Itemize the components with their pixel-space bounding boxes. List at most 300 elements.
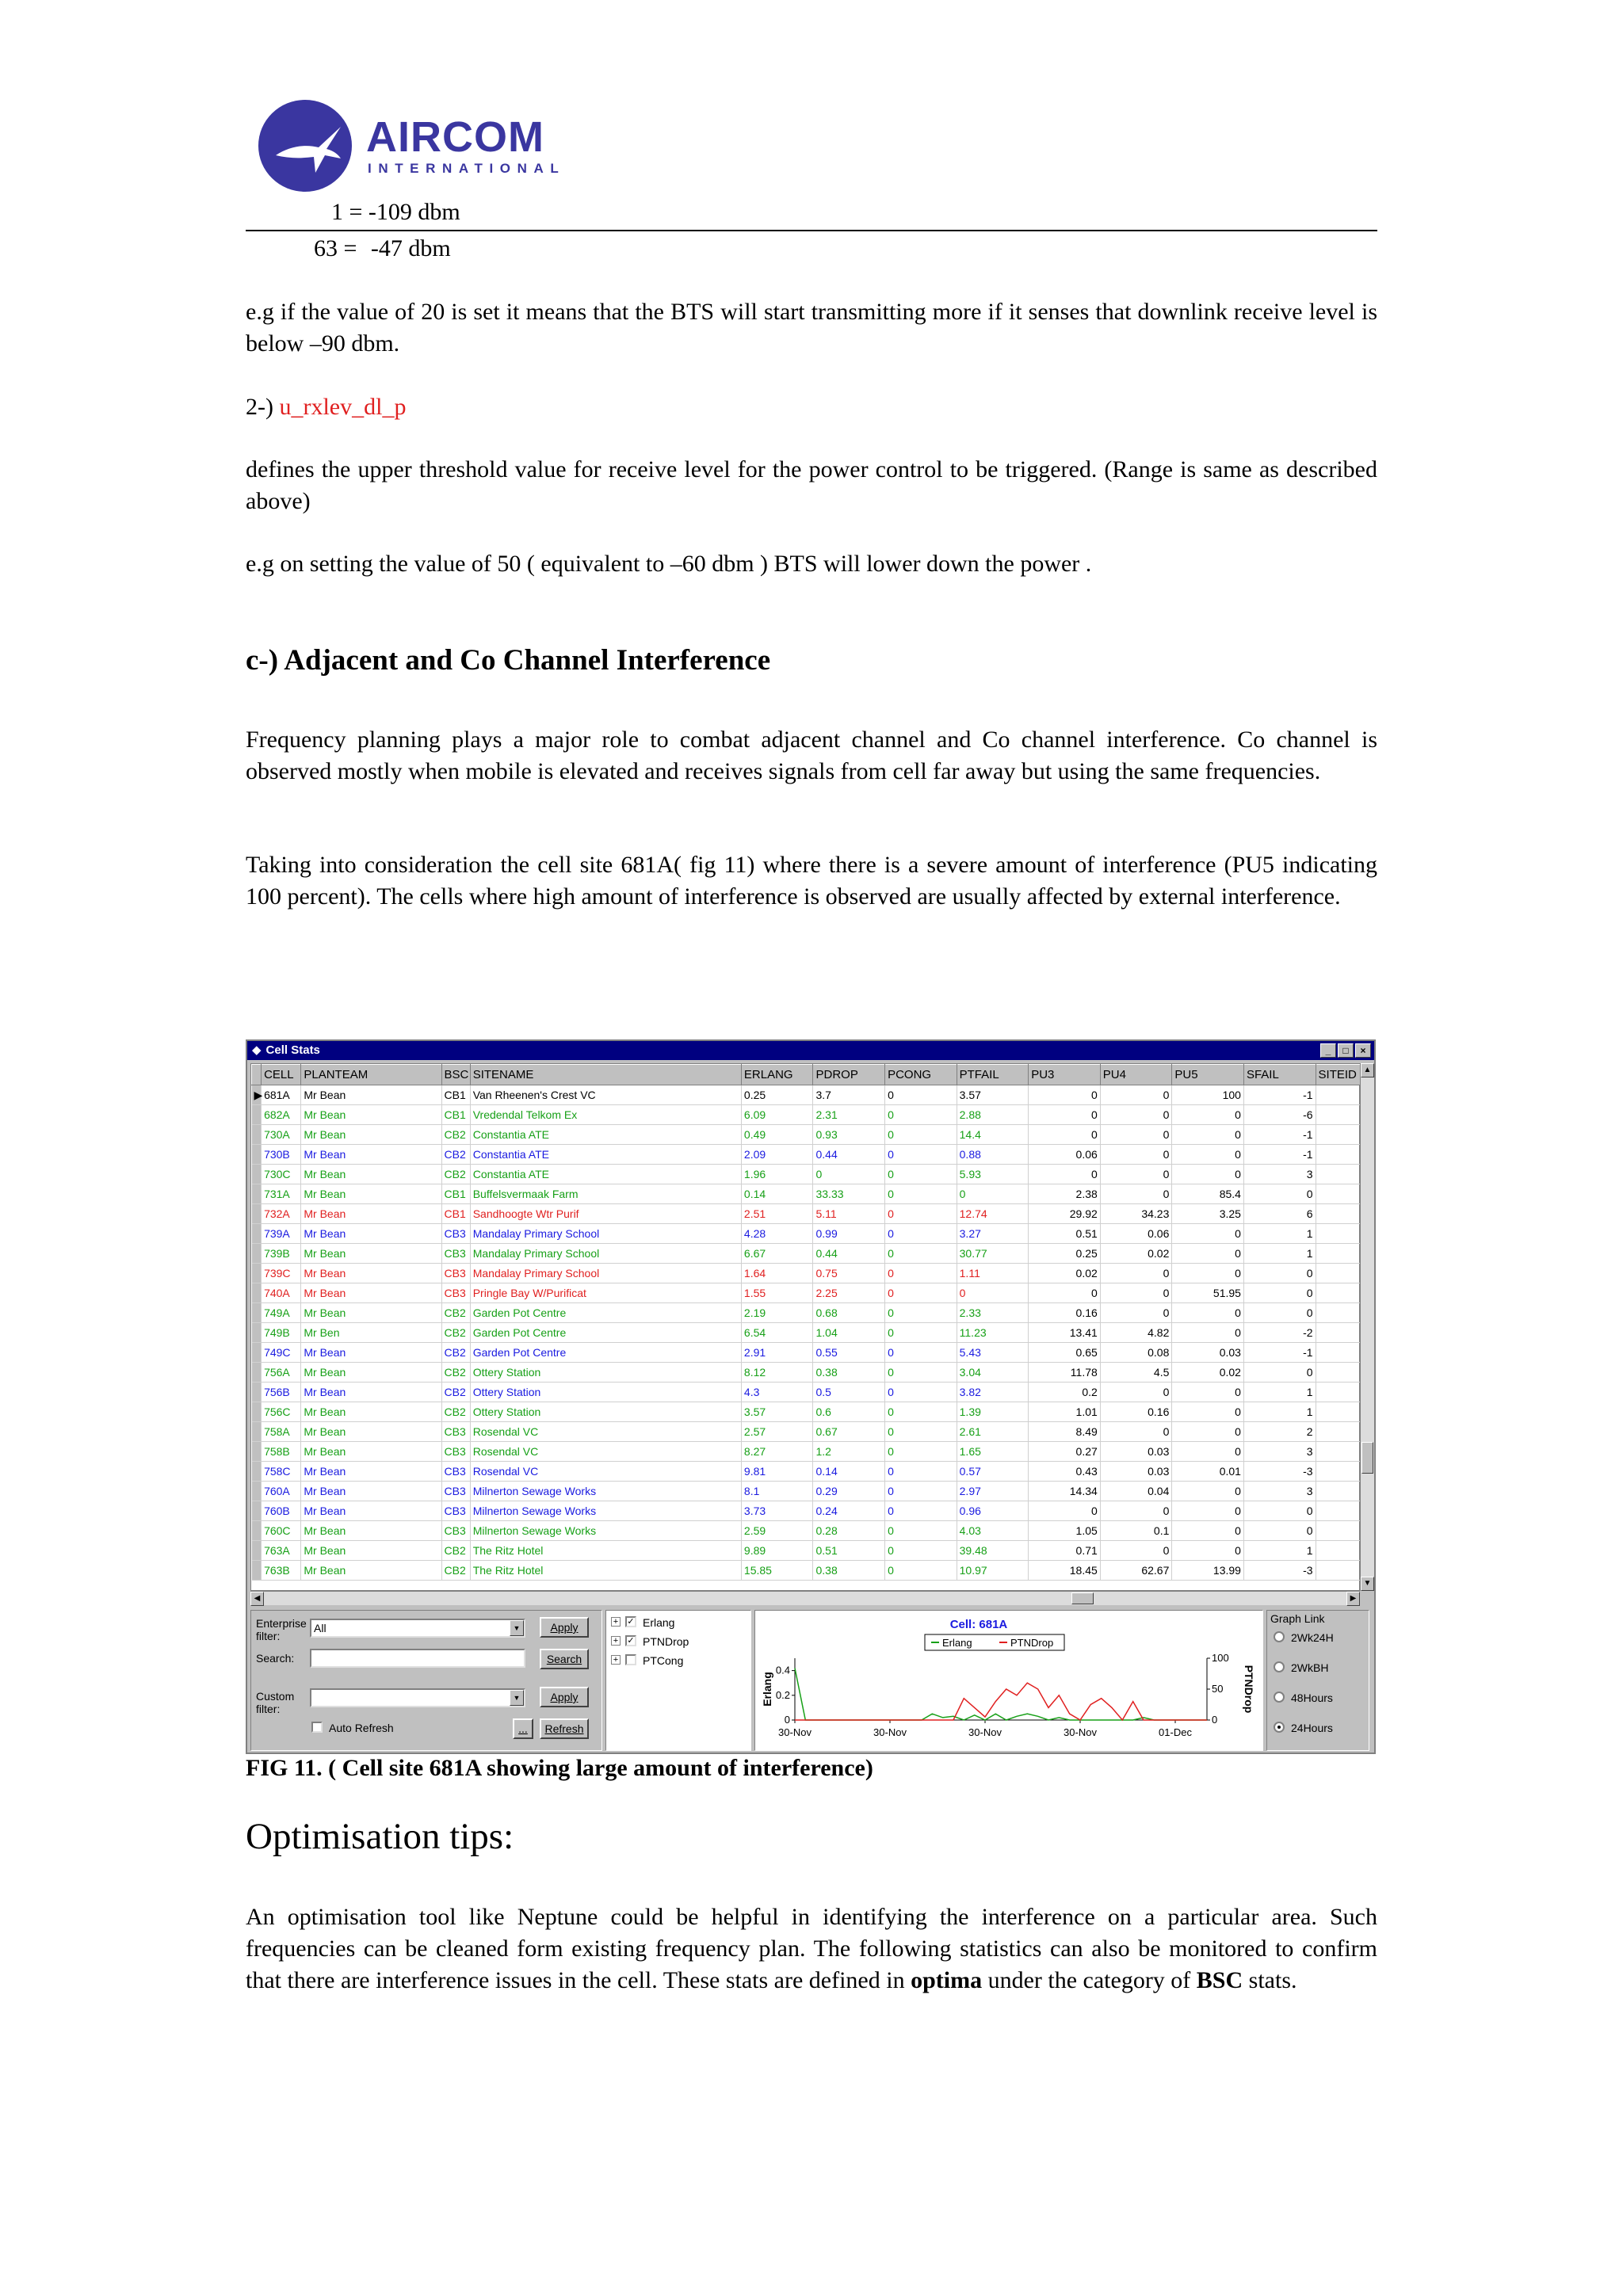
row-indicator[interactable] bbox=[252, 1541, 262, 1561]
table-row[interactable] bbox=[252, 1264, 1361, 1283]
table-row[interactable] bbox=[252, 1244, 1361, 1264]
graph-link-radio[interactable] bbox=[1274, 1661, 1285, 1672]
table-cell: 0.08 bbox=[1100, 1343, 1172, 1363]
row-indicator[interactable] bbox=[252, 1442, 262, 1462]
apply-enterprise-button[interactable]: Apply bbox=[540, 1617, 589, 1638]
graph-link-radio[interactable] bbox=[1274, 1722, 1285, 1733]
table-cell: 0 bbox=[885, 1363, 957, 1383]
table-cell: -3 bbox=[1243, 1462, 1316, 1482]
table-cell: CB2 bbox=[441, 1363, 470, 1383]
table-cell: 0 bbox=[1172, 1482, 1244, 1501]
paragraph-neptune: An optimisation tool like Neptune could be helpful in identifying the interference on a particular area. Such frequencies can be cleaned form existing frequency plan. The following statistics can also be monitored to confirm that there are interference issues in the cell. These stats are defined in optima under the category of BSC stats. bbox=[246, 1904, 1377, 1993]
column-header[interactable]: SITEID bbox=[1316, 1065, 1360, 1085]
table-cell: CB2 bbox=[441, 1383, 470, 1402]
table-cell: 0.51 bbox=[813, 1541, 885, 1561]
horizontal-scroll-thumb[interactable] bbox=[1071, 1592, 1094, 1604]
table-cell: 1 bbox=[1243, 1224, 1316, 1244]
table-cell: 0.27 bbox=[1029, 1442, 1101, 1462]
table-cell: CB3 bbox=[441, 1501, 470, 1521]
table-cell: 0.6 bbox=[813, 1402, 885, 1422]
table-cell: 0.16 bbox=[1029, 1303, 1101, 1323]
table-cell bbox=[1316, 1402, 1360, 1422]
row-indicator[interactable] bbox=[252, 1343, 262, 1363]
table-cell: 0 bbox=[1172, 1224, 1244, 1244]
table-cell: 0 bbox=[1172, 1145, 1244, 1165]
table-cell: 6 bbox=[1243, 1204, 1316, 1224]
table-cell: 0 bbox=[1100, 1303, 1172, 1323]
table-cell: 4.3 bbox=[741, 1383, 813, 1402]
table-row[interactable] bbox=[252, 1105, 1361, 1125]
scroll-left-icon[interactable]: ◀ bbox=[250, 1592, 264, 1606]
row-indicator[interactable] bbox=[252, 1561, 262, 1581]
table-cell: 0 bbox=[813, 1165, 885, 1184]
table-cell: 0.03 bbox=[1100, 1442, 1172, 1462]
table-cell: 0 bbox=[1243, 1184, 1316, 1204]
table-row[interactable] bbox=[252, 1442, 1361, 1462]
table-cell: 2.33 bbox=[957, 1303, 1029, 1323]
table-cell: 0 bbox=[1172, 1244, 1244, 1264]
chevron-down-icon[interactable]: ▼ bbox=[510, 1690, 524, 1706]
table-cell: 0.93 bbox=[813, 1125, 885, 1145]
graph-link-option-label: 2Wk24H bbox=[1291, 1631, 1334, 1644]
row-indicator[interactable] bbox=[252, 1501, 262, 1521]
vertical-scrollbar[interactable] bbox=[1360, 1063, 1374, 1591]
table-cell bbox=[1316, 1184, 1360, 1204]
table-cell: Milnerton Sewage Works bbox=[470, 1521, 741, 1541]
column-header[interactable]: SITENAME bbox=[470, 1065, 741, 1085]
table-cell: 62.67 bbox=[1100, 1561, 1172, 1581]
table-cell: 12.74 bbox=[957, 1204, 1029, 1224]
close-button[interactable]: × bbox=[1355, 1043, 1371, 1058]
table-row[interactable] bbox=[252, 1383, 1361, 1402]
table-cell: Pringle Bay W/Purificat bbox=[470, 1283, 741, 1303]
table-cell: Mr Bean bbox=[301, 1462, 441, 1482]
tree-checkbox[interactable]: ✓ bbox=[625, 1635, 636, 1646]
row-indicator[interactable] bbox=[252, 1224, 262, 1244]
table-row[interactable] bbox=[252, 1145, 1361, 1165]
table-cell: 2.19 bbox=[741, 1303, 813, 1323]
table-cell: 0 bbox=[885, 1145, 957, 1165]
table-cell: 0 bbox=[885, 1422, 957, 1442]
table-cell: CB3 bbox=[441, 1422, 470, 1442]
tree-item-label: Erlang bbox=[643, 1616, 675, 1629]
table-row[interactable] bbox=[252, 1283, 1361, 1303]
table-cell bbox=[1316, 1422, 1360, 1442]
table-cell: CB1 bbox=[441, 1085, 470, 1105]
table-cell: 756C bbox=[262, 1402, 301, 1422]
row-indicator[interactable] bbox=[252, 1422, 262, 1442]
table-row[interactable] bbox=[252, 1422, 1361, 1442]
table-cell: 2.25 bbox=[813, 1283, 885, 1303]
horizontal-scrollbar[interactable] bbox=[250, 1591, 1360, 1605]
table-cell: CB3 bbox=[441, 1462, 470, 1482]
header-rule bbox=[246, 230, 1377, 231]
table-cell: 739B bbox=[262, 1244, 301, 1264]
table-cell: 4.03 bbox=[957, 1521, 1029, 1541]
table-cell: 760C bbox=[262, 1521, 301, 1541]
table-row[interactable] bbox=[252, 1323, 1361, 1343]
table-cell: 5.43 bbox=[957, 1343, 1029, 1363]
table-cell bbox=[1316, 1085, 1360, 1105]
table-cell: 0.55 bbox=[813, 1343, 885, 1363]
table-cell bbox=[1316, 1204, 1360, 1224]
table-cell: 33.33 bbox=[813, 1184, 885, 1204]
table-cell: 13.41 bbox=[1029, 1323, 1101, 1343]
table-cell: 10.97 bbox=[957, 1561, 1029, 1581]
table-cell: Ottery Station bbox=[470, 1402, 741, 1422]
table-cell: 3.04 bbox=[957, 1363, 1029, 1383]
table-cell: Mandalay Primary School bbox=[470, 1244, 741, 1264]
table-cell: 732A bbox=[262, 1204, 301, 1224]
row-indicator[interactable] bbox=[252, 1204, 262, 1224]
table-cell: 0 bbox=[1172, 1402, 1244, 1422]
table-cell: 0.65 bbox=[1029, 1343, 1101, 1363]
column-header[interactable]: PU3 bbox=[1029, 1065, 1101, 1085]
table-cell: 2.61 bbox=[957, 1422, 1029, 1442]
table-cell: 0 bbox=[1029, 1165, 1101, 1184]
table-cell: 0 bbox=[1243, 1264, 1316, 1283]
table-cell: 30.77 bbox=[957, 1244, 1029, 1264]
table-cell: 2.09 bbox=[741, 1145, 813, 1165]
section-heading: c-) Adjacent and Co Channel Interference bbox=[246, 644, 771, 677]
column-header[interactable]: ERLANG bbox=[741, 1065, 813, 1085]
table-row[interactable] bbox=[252, 1541, 1361, 1561]
table-cell: CB2 bbox=[441, 1303, 470, 1323]
table-cell: 0 bbox=[885, 1501, 957, 1521]
table-row[interactable] bbox=[252, 1125, 1361, 1145]
table-cell: Ottery Station bbox=[470, 1363, 741, 1383]
table-cell: 0 bbox=[885, 1283, 957, 1303]
table-cell: CB2 bbox=[441, 1343, 470, 1363]
table-cell: 29.92 bbox=[1029, 1204, 1101, 1224]
column-header[interactable]: PU5 bbox=[1172, 1065, 1244, 1085]
table-header-row bbox=[252, 1065, 1361, 1085]
table-cell: 0 bbox=[1172, 1105, 1244, 1125]
table-cell: The Ritz Hotel bbox=[470, 1561, 741, 1581]
graph-link-panel: Graph Link 2Wk24H 2WkBH 48Hours 24Hours bbox=[1266, 1610, 1369, 1751]
row-indicator[interactable] bbox=[252, 1264, 262, 1283]
table-cell: 0.44 bbox=[813, 1145, 885, 1165]
table-cell: 15.85 bbox=[741, 1561, 813, 1581]
table-cell: 0.06 bbox=[1029, 1145, 1101, 1165]
table-row[interactable] bbox=[252, 1363, 1361, 1383]
table-cell: 85.4 bbox=[1172, 1184, 1244, 1204]
row-indicator[interactable] bbox=[252, 1125, 262, 1145]
table-cell: 0 bbox=[885, 1541, 957, 1561]
expand-icon[interactable]: + bbox=[611, 1617, 621, 1627]
column-header[interactable]: PTFAIL bbox=[957, 1065, 1029, 1085]
row-indicator[interactable] bbox=[252, 1303, 262, 1323]
table-row[interactable] bbox=[252, 1561, 1361, 1581]
table-cell: 1.2 bbox=[813, 1442, 885, 1462]
column-header[interactable]: SFAIL bbox=[1243, 1065, 1316, 1085]
enterprise-filter-select[interactable]: All ▼ bbox=[310, 1619, 525, 1638]
column-header[interactable]: BSC bbox=[441, 1065, 470, 1085]
table-cell: 0 bbox=[885, 1402, 957, 1422]
table-cell: Mr Bean bbox=[301, 1105, 441, 1125]
table-cell: 0 bbox=[1172, 1303, 1244, 1323]
table-row[interactable] bbox=[252, 1303, 1361, 1323]
table-cell: CB1 bbox=[441, 1184, 470, 1204]
row-indicator[interactable] bbox=[252, 1363, 262, 1383]
y-tick-label-left: 0.2 bbox=[775, 1688, 790, 1701]
table-cell: Mr Bean bbox=[301, 1402, 441, 1422]
table-cell: 0 bbox=[885, 1303, 957, 1323]
paragraph-example-20: e.g if the value of 20 is set it means that the BTS will start transmitting more if it senses that downlink receive level is below –90 dbm. bbox=[246, 299, 1377, 357]
column-header[interactable]: CELL bbox=[262, 1065, 301, 1085]
table-cell: 4.28 bbox=[741, 1224, 813, 1244]
table-row[interactable] bbox=[252, 1462, 1361, 1482]
custom-filter-select[interactable] bbox=[310, 1688, 525, 1707]
graph-link-radio[interactable] bbox=[1274, 1691, 1285, 1703]
table-cell: CB2 bbox=[441, 1402, 470, 1422]
table-row[interactable] bbox=[252, 1343, 1361, 1363]
table-cell: 0.02 bbox=[1100, 1244, 1172, 1264]
table-row[interactable] bbox=[252, 1184, 1361, 1204]
table-cell: 0 bbox=[1100, 1145, 1172, 1165]
row-indicator[interactable] bbox=[252, 1521, 262, 1541]
column-header[interactable]: PU4 bbox=[1100, 1065, 1172, 1085]
row-indicator[interactable] bbox=[252, 1165, 262, 1184]
table-row[interactable] bbox=[252, 1501, 1361, 1521]
table-cell: 0 bbox=[885, 1561, 957, 1581]
table-cell: 0.75 bbox=[813, 1264, 885, 1283]
row-indicator[interactable] bbox=[252, 1323, 262, 1343]
table-cell bbox=[1316, 1561, 1360, 1581]
table-cell: 0.1 bbox=[1100, 1521, 1172, 1541]
search-input[interactable] bbox=[310, 1649, 525, 1668]
table-cell: 730A bbox=[262, 1125, 301, 1145]
table-row[interactable] bbox=[252, 1204, 1361, 1224]
table-row[interactable] bbox=[252, 1085, 1361, 1105]
table-cell: 11.78 bbox=[1029, 1363, 1101, 1383]
table-row[interactable] bbox=[252, 1521, 1361, 1541]
table-cell: CB3 bbox=[441, 1521, 470, 1541]
maximize-button[interactable]: □ bbox=[1338, 1043, 1354, 1058]
table-cell: 6.54 bbox=[741, 1323, 813, 1343]
table-cell: 51.95 bbox=[1172, 1283, 1244, 1303]
table-cell: 1 bbox=[1243, 1402, 1316, 1422]
table-cell: -3 bbox=[1243, 1561, 1316, 1581]
table-cell bbox=[1316, 1363, 1360, 1383]
scroll-up-icon[interactable]: ▲ bbox=[1361, 1063, 1374, 1077]
apply-custom-button[interactable]: Apply bbox=[540, 1687, 589, 1707]
table-cell: 0 bbox=[1172, 1125, 1244, 1145]
table-cell: 758B bbox=[262, 1442, 301, 1462]
table-cell: Rosendal VC bbox=[470, 1442, 741, 1462]
table-cell: 0 bbox=[1243, 1521, 1316, 1541]
table-cell: 0 bbox=[1029, 1501, 1101, 1521]
refresh-button[interactable]: Refresh bbox=[540, 1718, 589, 1739]
table-cell: Buffelsvermaak Farm bbox=[470, 1184, 741, 1204]
series-line-ptndrop bbox=[795, 1683, 1207, 1720]
table-cell: Constantia ATE bbox=[470, 1125, 741, 1145]
row-indicator-header bbox=[252, 1065, 262, 1085]
cell-stats-window bbox=[246, 1039, 1376, 1754]
paragraph-cell-site: Taking into consideration the cell site 681A( fig 11) where there is a severe amount of interference (PU5 indicating 100 percent). The cells where high amount of interference is observed are usually affected by external interference. bbox=[246, 852, 1377, 910]
table-cell: 0.49 bbox=[741, 1125, 813, 1145]
table-cell: 0 bbox=[1100, 1422, 1172, 1442]
table-row[interactable] bbox=[252, 1482, 1361, 1501]
optimisation-tips-title: Optimisation tips: bbox=[246, 1816, 514, 1857]
table-cell: 0.01 bbox=[1172, 1462, 1244, 1482]
table-cell: 749B bbox=[262, 1323, 301, 1343]
table-cell: 0.68 bbox=[813, 1303, 885, 1323]
table-row[interactable] bbox=[252, 1402, 1361, 1422]
graph-link-radio[interactable] bbox=[1274, 1631, 1285, 1642]
table-cell: -2 bbox=[1243, 1323, 1316, 1343]
table-cell: 8.1 bbox=[741, 1482, 813, 1501]
dbm-line-1: 1 = -109 dbm bbox=[331, 199, 460, 225]
dbm-line-2: 63 = -47 dbm bbox=[314, 235, 451, 261]
column-header[interactable]: PDROP bbox=[813, 1065, 885, 1085]
table-cell: 0 bbox=[1172, 1165, 1244, 1184]
table-cell: 1.64 bbox=[741, 1264, 813, 1283]
table-cell: 4.82 bbox=[1100, 1323, 1172, 1343]
minimize-button[interactable]: _ bbox=[1320, 1043, 1336, 1058]
table-cell: CB1 bbox=[441, 1105, 470, 1125]
table-cell: 0 bbox=[1172, 1541, 1244, 1561]
table-cell: Garden Pot Centre bbox=[470, 1343, 741, 1363]
table-cell: 0 bbox=[885, 1184, 957, 1204]
row-indicator[interactable] bbox=[252, 1383, 262, 1402]
search-button[interactable]: Search bbox=[540, 1649, 589, 1669]
table-cell: 0 bbox=[885, 1204, 957, 1224]
expand-icon[interactable]: + bbox=[611, 1636, 621, 1646]
row-indicator[interactable] bbox=[252, 1402, 262, 1422]
paragraph-upper-threshold: defines the upper threshold value for receive level for the power control to be triggered. (Range is same as described above) bbox=[246, 456, 1377, 514]
table-cell: 6.67 bbox=[741, 1244, 813, 1264]
x-tick-label: 30-Nov bbox=[778, 1726, 812, 1738]
table-cell: 0.04 bbox=[1100, 1482, 1172, 1501]
series-line-erlang bbox=[795, 1669, 1207, 1721]
table-cell: Mr Bean bbox=[301, 1383, 441, 1402]
table-cell: 739A bbox=[262, 1224, 301, 1244]
chevron-down-icon[interactable]: ▼ bbox=[510, 1620, 524, 1636]
row-indicator[interactable] bbox=[252, 1184, 262, 1204]
row-indicator[interactable] bbox=[252, 1244, 262, 1264]
table-row[interactable] bbox=[252, 1165, 1361, 1184]
table-cell: 758A bbox=[262, 1422, 301, 1442]
column-header[interactable]: PCONG bbox=[885, 1065, 957, 1085]
table-cell: 0 bbox=[885, 1224, 957, 1244]
expand-icon[interactable]: + bbox=[611, 1655, 621, 1665]
browse-button[interactable]: ... bbox=[513, 1718, 533, 1739]
table-cell: 763B bbox=[262, 1561, 301, 1581]
table-cell: Garden Pot Centre bbox=[470, 1303, 741, 1323]
table-cell: 9.89 bbox=[741, 1541, 813, 1561]
auto-refresh-checkbox[interactable] bbox=[311, 1722, 323, 1733]
table-cell: 0.14 bbox=[741, 1184, 813, 1204]
table-cell: 14.34 bbox=[1029, 1482, 1101, 1501]
scroll-right-icon[interactable]: ▶ bbox=[1346, 1592, 1360, 1606]
x-tick-label: 30-Nov bbox=[1064, 1726, 1097, 1738]
table-cell: 8.49 bbox=[1029, 1422, 1101, 1442]
table-cell: Mandalay Primary School bbox=[470, 1264, 741, 1283]
table-cell: 760B bbox=[262, 1501, 301, 1521]
table-cell: Constantia ATE bbox=[470, 1145, 741, 1165]
table-cell: 3 bbox=[1243, 1482, 1316, 1501]
table-cell: 0.57 bbox=[957, 1462, 1029, 1482]
table-cell: Mr Bean bbox=[301, 1422, 441, 1442]
table-cell: 0 bbox=[1172, 1422, 1244, 1442]
row-indicator[interactable] bbox=[252, 1482, 262, 1501]
vertical-scroll-thumb[interactable] bbox=[1361, 1442, 1373, 1474]
row-indicator[interactable] bbox=[252, 1105, 262, 1125]
table-cell bbox=[1316, 1303, 1360, 1323]
table-cell: 0 bbox=[1243, 1303, 1316, 1323]
table-cell: 0 bbox=[885, 1442, 957, 1462]
row-indicator[interactable] bbox=[252, 1462, 262, 1482]
table-cell: -1 bbox=[1243, 1085, 1316, 1105]
x-tick-label: 30-Nov bbox=[873, 1726, 907, 1738]
table-cell: Mr Bean bbox=[301, 1145, 441, 1165]
table-cell: 0 bbox=[1172, 1521, 1244, 1541]
table-cell: 0.99 bbox=[813, 1224, 885, 1244]
cell-stats-table bbox=[251, 1064, 1361, 1581]
table-cell: 0 bbox=[957, 1184, 1029, 1204]
table-cell bbox=[1316, 1264, 1360, 1283]
table-cell: 2.31 bbox=[813, 1105, 885, 1125]
table-cell: CB3 bbox=[441, 1264, 470, 1283]
y-axis-label-left: Erlang bbox=[761, 1672, 773, 1707]
table-cell: CB3 bbox=[441, 1283, 470, 1303]
chart-title: Cell: 681A bbox=[949, 1618, 1008, 1631]
current-row-pointer-icon[interactable]: ▶ bbox=[252, 1085, 262, 1105]
table-cell bbox=[1316, 1125, 1360, 1145]
tree-checkbox[interactable] bbox=[625, 1654, 636, 1665]
table-cell: 760A bbox=[262, 1482, 301, 1501]
table-cell: 8.12 bbox=[741, 1363, 813, 1383]
column-header[interactable]: PLANTEAM bbox=[301, 1065, 441, 1085]
x-tick-label: 01-Dec bbox=[1159, 1726, 1192, 1738]
y-tick-label-right: 50 bbox=[1212, 1683, 1224, 1695]
window-menu-icon[interactable]: ◆ bbox=[252, 1043, 262, 1057]
table-cell: 0 bbox=[1029, 1125, 1101, 1145]
row-indicator[interactable] bbox=[252, 1283, 262, 1303]
table-cell: 0.96 bbox=[957, 1501, 1029, 1521]
y-tick-label-left: 0.4 bbox=[775, 1664, 790, 1676]
table-cell: CB2 bbox=[441, 1561, 470, 1581]
paragraph-example-50: e.g on setting the value of 50 ( equivalent to –60 dbm ) BTS will lower down the power . bbox=[246, 551, 1092, 577]
table-cell: 0 bbox=[1243, 1283, 1316, 1303]
row-indicator[interactable] bbox=[252, 1145, 262, 1165]
table-cell: Van Rheenen's Crest VC bbox=[470, 1085, 741, 1105]
table-cell: 0.44 bbox=[813, 1244, 885, 1264]
table-cell: Rosendal VC bbox=[470, 1462, 741, 1482]
filter-panel: Enterprise filter: All ▼ Apply Search: Search Custom filter: ▼ Apply Auto Refresh ... Refresh bbox=[250, 1610, 602, 1751]
table-cell: 0 bbox=[1172, 1383, 1244, 1402]
tree-checkbox[interactable]: ✓ bbox=[625, 1616, 636, 1627]
paragraph-frequency-planning: Frequency planning plays a major role to combat adjacent channel and Co channel interference. Co channel is observed mostly when mobile is elevated and receives signals from cell far away but using the same frequencies. bbox=[246, 727, 1377, 784]
table-cell: 1.04 bbox=[813, 1323, 885, 1343]
table-cell: Sandhoogte Wtr Purif bbox=[470, 1204, 741, 1224]
table-cell: Ottery Station bbox=[470, 1383, 741, 1402]
scroll-down-icon[interactable]: ▼ bbox=[1361, 1577, 1374, 1591]
table-cell bbox=[1316, 1165, 1360, 1184]
table-cell: 740A bbox=[262, 1283, 301, 1303]
table-cell: 0 bbox=[885, 1125, 957, 1145]
table-cell: 0.16 bbox=[1100, 1402, 1172, 1422]
table-cell: 0 bbox=[1172, 1323, 1244, 1343]
table-cell: 0 bbox=[1100, 1165, 1172, 1184]
table-cell: 5.11 bbox=[813, 1204, 885, 1224]
figure-caption: FIG 11. ( Cell site 681A showing large amount of interference) bbox=[246, 1755, 873, 1781]
table-cell: Mr Bean bbox=[301, 1125, 441, 1145]
table-cell: 11.23 bbox=[957, 1323, 1029, 1343]
table-cell: CB3 bbox=[441, 1224, 470, 1244]
table-row[interactable] bbox=[252, 1224, 1361, 1244]
